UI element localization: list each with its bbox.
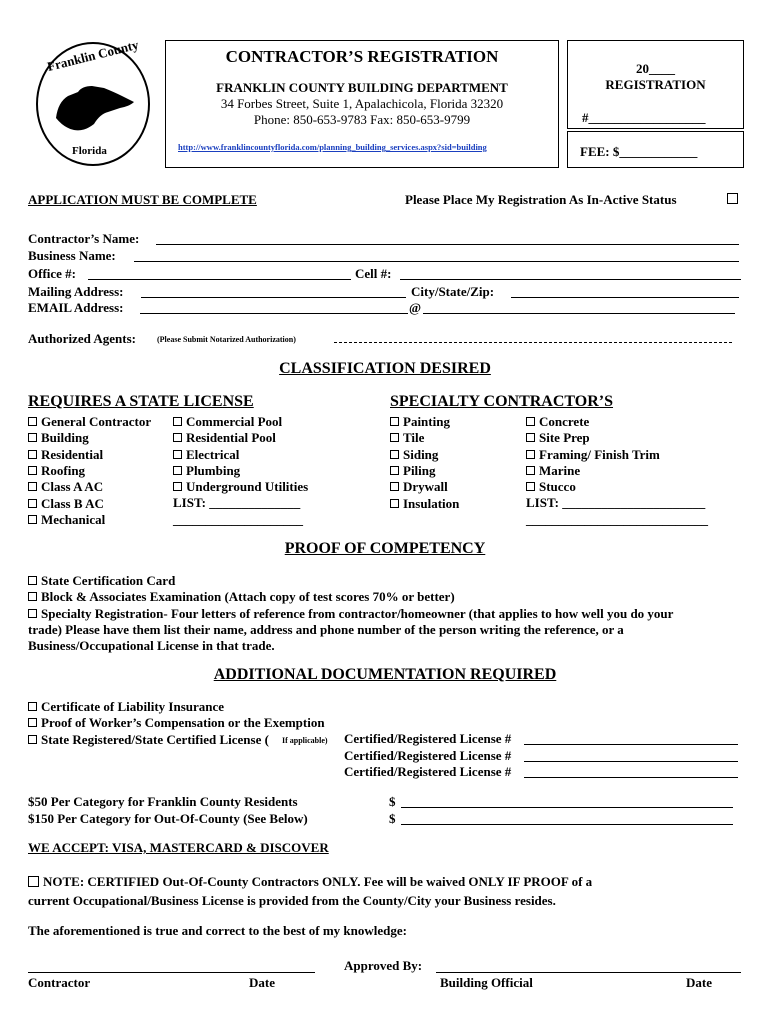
state-license-option-checkbox[interactable]	[28, 466, 37, 475]
out-of-county-note-line-2: current Occupational/Business License is provided from the County/City your Business resides.	[28, 893, 556, 908]
classification-heading: CLASSIFICATION DESIRED	[279, 360, 491, 377]
email-label: EMAIL Address:	[28, 300, 124, 315]
specialty-option-checkbox[interactable]	[390, 499, 399, 508]
additional-doc-option-checkbox[interactable]	[28, 702, 37, 711]
resident-fee-dollar: $	[389, 794, 396, 809]
logo-top-text: Franklin County	[45, 36, 140, 75]
competency-continuation-1: trade) Please have them list their name, address and phone number of the person writing the reference, or a	[28, 622, 624, 637]
license-number-label: Certified/Registered License #	[344, 764, 512, 779]
specialty-option-item	[526, 414, 589, 429]
contractor-signature-line[interactable]	[28, 972, 315, 973]
state-license-option-checkbox[interactable]	[173, 433, 182, 442]
state-license-option-label: Plumbing	[186, 462, 241, 478]
additional-doc-option-label: Certificate of Liability Insurance	[41, 699, 225, 714]
state-license-option-label: General Contractor	[41, 414, 152, 429]
state-license-option-item	[173, 479, 308, 494]
specialty-option-checkbox[interactable]	[526, 482, 535, 491]
specialty-option-checkbox[interactable]	[526, 417, 535, 426]
specialty-option-item	[390, 414, 450, 429]
state-license-option-checkbox[interactable]	[28, 417, 37, 426]
state-license-option-label: Roofing	[41, 462, 86, 478]
specialty-option-checkbox[interactable]	[390, 417, 399, 426]
payment-accepted-text: WE ACCEPT: VISA, MASTERCARD & DISCOVER	[28, 840, 329, 855]
competency-option-label: Block & Associates Examination (Attach copy of test scores 70% or better)	[41, 589, 455, 605]
competency-option-item	[28, 606, 673, 621]
inactive-status-checkbox[interactable]	[727, 193, 738, 204]
state-license-option-item	[173, 463, 240, 478]
state-license-option-item	[28, 447, 103, 462]
office-input[interactable]	[88, 279, 351, 280]
state-license-option-checkbox[interactable]	[28, 515, 37, 524]
specialty-option-label: Piling	[403, 462, 436, 478]
building-official-caption: Building Official	[440, 975, 533, 990]
additional-docs-heading: ADDITIONAL DOCUMENTATION REQUIRED	[213, 666, 557, 683]
license-number-input[interactable]	[524, 744, 738, 745]
competency-continuation-2: Business/Occupational License in that trade.	[28, 638, 275, 653]
license-number-row	[344, 764, 511, 779]
out-county-fee-text: $150 Per Category for Out-Of-County (See Below)	[28, 811, 308, 826]
state-license-option-label: Underground Utilities	[186, 479, 309, 495]
state-license-option-label: Building	[41, 430, 89, 446]
email-at-sign: @	[409, 300, 422, 315]
license-number-input[interactable]	[524, 761, 738, 762]
license-number-row	[344, 731, 511, 746]
additional-doc-option-item	[28, 732, 269, 747]
inactive-status-label: Please Place My Registration As In-Active Status	[405, 192, 677, 207]
specialty-option-label: Framing/ Finish Trim	[539, 446, 660, 462]
additional-doc-option-checkbox[interactable]	[28, 735, 37, 744]
state-license-option-item	[28, 479, 103, 494]
attestation-text: The aforementioned is true and correct to the best of my knowledge:	[28, 923, 407, 938]
state-license-option-label: Electrical	[186, 446, 240, 462]
state-license-option-checkbox[interactable]	[173, 466, 182, 475]
state-license-option-checkbox[interactable]	[28, 433, 37, 442]
state-license-other-list[interactable]: LIST: ______________	[173, 495, 301, 510]
state-license-option-label: Residential	[41, 446, 104, 462]
mailing-address-label: Mailing Address:	[28, 284, 124, 299]
fee-field[interactable]: FEE: $____________	[580, 144, 698, 159]
state-license-option-checkbox[interactable]	[173, 450, 182, 459]
competency-heading: PROOF OF COMPETENCY	[284, 540, 486, 557]
state-license-option-item	[173, 430, 276, 445]
specialty-option-item	[390, 479, 448, 494]
specialty-other-list-line[interactable]: ____________________________	[526, 512, 708, 527]
specialty-option-label: Marine	[539, 462, 581, 478]
state-license-option-item	[28, 512, 105, 527]
contractor-caption: Contractor	[28, 975, 91, 990]
competency-option-checkbox[interactable]	[28, 592, 37, 601]
specialty-option-item	[390, 463, 436, 478]
competency-option-item	[28, 589, 455, 604]
license-number-label: Certified/Registered License #	[344, 747, 512, 763]
additional-doc-option-item	[28, 715, 325, 730]
official-date-caption: Date	[686, 975, 712, 990]
out-of-county-note-line-1: NOTE: CERTIFIED Out-Of-County Contractors ONLY. Fee will be waived ONLY IF PROOF of a	[28, 874, 592, 889]
state-license-option-label: Residential Pool	[186, 430, 276, 446]
additional-doc-option-item	[28, 699, 224, 714]
state-license-option-checkbox[interactable]	[28, 499, 37, 508]
state-license-option-label: Commercial Pool	[186, 414, 283, 429]
county-logo	[34, 36, 152, 168]
competency-option-item	[28, 573, 175, 588]
resident-fee-text: $50 Per Category for Franklin County Residents	[28, 794, 298, 809]
additional-doc-option-checkbox[interactable]	[28, 718, 37, 727]
specialty-option-item	[526, 447, 660, 462]
specialty-option-label: Painting	[403, 414, 450, 429]
approved-by-label: Approved By:	[344, 958, 423, 973]
department-phone: Phone: 850-653-9783 Fax: 850-653-9799	[253, 112, 471, 127]
additional-doc-option-label: Proof of Worker’s Compensation or the Exemption	[41, 715, 325, 731]
specialty-heading: SPECIALTY CONTRACTOR’S	[390, 393, 614, 410]
competency-option-checkbox[interactable]	[28, 609, 37, 618]
specialty-option-item	[390, 496, 459, 511]
specialty-option-checkbox[interactable]	[526, 466, 535, 475]
application-complete-notice: APPLICATION MUST BE COMPLETE	[28, 192, 257, 207]
out-county-fee-dollar: $	[389, 811, 396, 826]
department-address: 34 Forbes Street, Suite 1, Apalachicola, Florida 32320	[220, 96, 504, 111]
email-domain-input[interactable]	[423, 313, 735, 314]
state-license-option-checkbox[interactable]	[173, 417, 182, 426]
specialty-option-label: Insulation	[403, 495, 460, 511]
official-signature-line[interactable]	[436, 972, 741, 973]
city-state-zip-input[interactable]	[511, 297, 739, 298]
city-state-zip-label: City/State/Zip:	[411, 284, 495, 299]
competency-option-checkbox[interactable]	[28, 576, 37, 585]
registration-label: REGISTRATION	[605, 77, 706, 92]
specialty-option-checkbox[interactable]	[390, 433, 399, 442]
state-license-option-label: Class A AC	[41, 479, 104, 495]
specialty-option-checkbox[interactable]	[526, 450, 535, 459]
email-user-input[interactable]	[140, 313, 408, 314]
specialty-option-checkbox[interactable]	[390, 450, 399, 459]
contractor-date-caption: Date	[249, 975, 275, 990]
license-number-input[interactable]	[524, 777, 738, 778]
cell-input[interactable]	[400, 279, 741, 280]
additional-doc-option-label: State Registered/State Certified License (	[41, 731, 269, 747]
cell-label: Cell #:	[355, 266, 392, 281]
authorized-agents-note: (Please Submit Notarized Authorization)	[157, 335, 296, 344]
out-of-county-note-checkbox[interactable]	[28, 876, 39, 887]
state-license-option-item	[28, 496, 104, 511]
contractor-name-label: Contractor’s Name:	[28, 231, 140, 246]
out-county-fee-input[interactable]	[401, 824, 733, 825]
registration-number-field[interactable]: #__________________	[582, 110, 706, 125]
specialty-option-label: Concrete	[539, 414, 590, 429]
mailing-address-input[interactable]	[141, 297, 406, 298]
authorized-agents-label: Authorized Agents:	[28, 331, 136, 346]
department-name: FRANKLIN COUNTY BUILDING DEPARTMENT	[216, 80, 508, 95]
authorized-agents-input[interactable]	[334, 342, 732, 343]
state-license-option-checkbox[interactable]	[28, 450, 37, 459]
specialty-option-item	[526, 479, 576, 494]
form-title: CONTRACTOR’S REGISTRATION	[225, 47, 499, 66]
state-license-option-label: Mechanical	[41, 511, 106, 527]
specialty-option-item	[526, 430, 590, 445]
competency-option-label: Specialty Registration- Four letters of reference from contractor/homeowner (that applies to how well you do your	[41, 605, 674, 621]
license-number-row	[344, 748, 511, 763]
specialty-option-checkbox[interactable]	[390, 482, 399, 491]
if-applicable-note: If applicable)	[282, 736, 328, 745]
state-license-option-item	[173, 414, 282, 429]
specialty-option-item	[526, 463, 580, 478]
business-name-input[interactable]	[134, 261, 739, 262]
specialty-option-item	[390, 447, 438, 462]
state-license-option-item	[173, 447, 239, 462]
state-license-option-item	[28, 430, 89, 445]
license-number-label: Certified/Registered License #	[344, 731, 512, 746]
logo-bottom-text: Florida	[72, 145, 107, 157]
contractor-name-input[interactable]	[156, 244, 739, 245]
state-license-option-checkbox[interactable]	[28, 482, 37, 491]
specialty-option-label: Siding	[403, 446, 439, 462]
state-license-option-item	[28, 414, 151, 429]
department-website-link[interactable]: http://www.franklincountyflorida.com/planning_building_services.aspx?sid=building	[178, 142, 487, 152]
specialty-option-checkbox[interactable]	[526, 433, 535, 442]
specialty-option-label: Drywall	[403, 479, 448, 495]
specialty-option-label: Stucco	[539, 479, 576, 495]
specialty-option-item	[390, 430, 424, 445]
state-license-option-label: Class B AC	[41, 495, 104, 511]
office-label: Office #:	[28, 266, 77, 281]
state-license-heading: REQUIRES A STATE LICENSE	[28, 393, 254, 410]
business-name-label: Business Name:	[28, 248, 116, 263]
specialty-option-checkbox[interactable]	[390, 466, 399, 475]
competency-option-label: State Certification Card	[41, 573, 176, 588]
specialty-option-label: Tile	[403, 430, 425, 446]
state-license-option-item	[28, 463, 85, 478]
resident-fee-input[interactable]	[401, 807, 733, 808]
specialty-other-list[interactable]: LIST: ______________________	[526, 495, 706, 510]
registration-year: 20____	[636, 61, 675, 76]
state-license-option-checkbox[interactable]	[173, 482, 182, 491]
specialty-option-label: Site Prep	[539, 430, 590, 446]
state-license-other-list-line[interactable]: ____________________	[173, 512, 303, 527]
